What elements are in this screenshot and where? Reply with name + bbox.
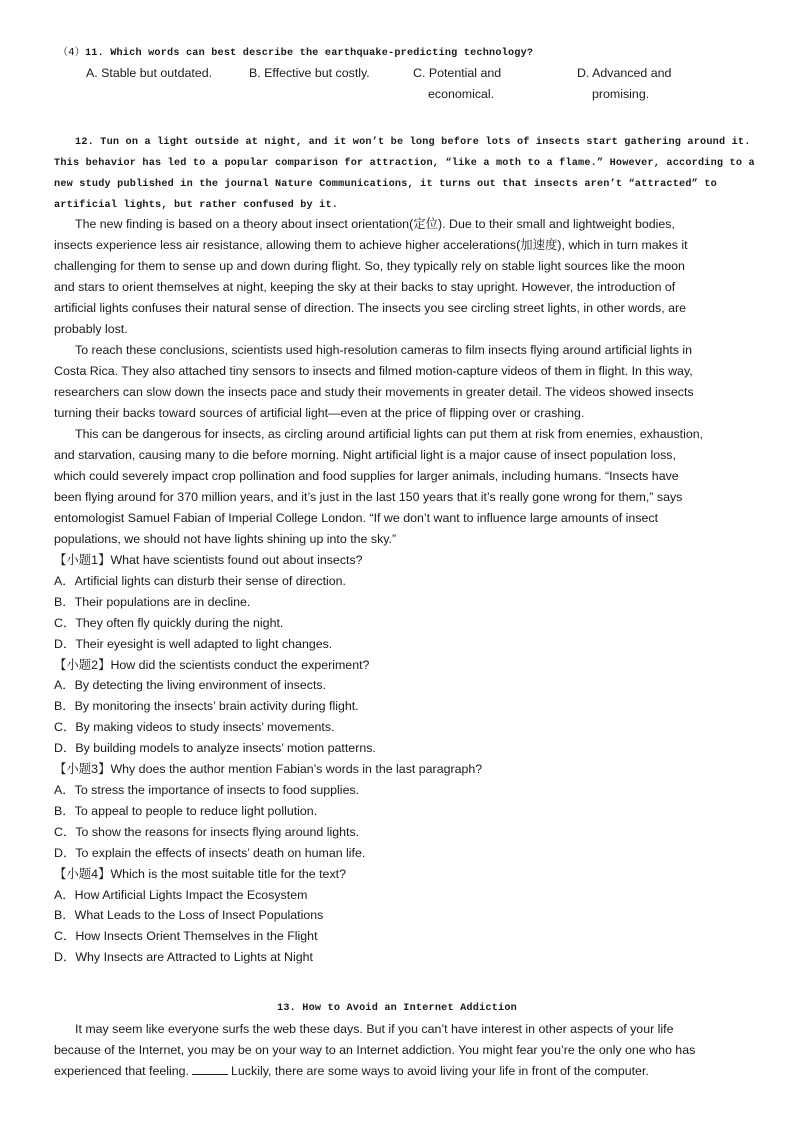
answer-option: D．Why Insects are Attracted to Lights at Night <box>54 950 313 965</box>
paragraph-line: It may seem like everyone surfs the web these days. But if you can’t have interest in other aspects of your life <box>75 1022 674 1036</box>
paragraph-line: To reach these conclusions, scientists used high-resolution cameras to film insects flying around artificial lights in <box>75 343 693 357</box>
answer-option: D．By building models to analyze insects’ motion patterns. <box>54 741 376 756</box>
answer-option: B．By monitoring the insects’ brain activity during flight. <box>54 699 359 714</box>
paragraph-line: challenging for them to sense up and down during flight. So, they typically rely on stable light sources like the moon <box>54 258 685 273</box>
text-before-blank: experienced that feeling. <box>54 1063 190 1078</box>
paragraph-line: probably lost. <box>54 321 128 336</box>
option-text: A. Stable but outdated. <box>86 66 213 80</box>
question-11-option-b <box>249 63 370 84</box>
question-11-option-c <box>413 63 501 105</box>
question-stem: 【小题1】What have scientists found out about insects? <box>54 553 363 567</box>
intro-line: 12. Tun on a light outside at night, and it won’t be long before lots of insects start gathering around it. <box>75 137 751 148</box>
sub-question-3 <box>54 759 740 864</box>
answer-option: C．They often fly quickly during the night. <box>54 615 284 630</box>
paragraph-line: entomologist Samuel Fabian of Imperial College London. “If we don’t want to influence large amounts of insect <box>54 510 659 525</box>
sub-question-1 <box>54 550 740 655</box>
paragraph-line: The new finding is based on a theory about insect orientation(定位). Due to their small and lightweight bodies, <box>75 217 675 231</box>
intro-line: new study published in the journal Nature Communications, it turns out that insects aren’t “attracted” to <box>54 179 717 190</box>
option-text-line1: C. Potential and <box>413 66 502 80</box>
answer-option: B．To appeal to people to reduce light pollution. <box>54 803 318 818</box>
paragraph-line: been flying around for 370 million years, and it’s just in the last 150 years that it’s really gone wrong for them,” says <box>54 489 683 504</box>
paragraph-line: researchers can slow down the insects pace and study their movements in greater detail. The videos showed insects <box>54 384 694 399</box>
question-stem: 【小题3】Why does the author mention Fabian’s words in the last paragraph? <box>54 762 483 777</box>
question-12-intro <box>54 132 755 216</box>
paragraph-line: turning their backs toward sources of artificial light—even at the price of flipping over or crashing. <box>54 405 585 420</box>
question-11-option-d <box>577 63 671 105</box>
question-13-title: 13. How to Avoid an Internet Addiction <box>277 1003 517 1014</box>
option-text-line2: promising. <box>592 87 650 101</box>
question-stem: 【小题4】Which is the most suitable title for the text? <box>54 866 346 881</box>
paragraph-line: artificial lights confuses their natural sense of direction. The insects you see circling street lights, in other words, are <box>54 300 686 315</box>
paragraph-line: populations, we should not have lights shining up into the sky.” <box>54 531 397 546</box>
paragraph-line: Costa Rica. They also attached tiny sensors to insects and filmed motion-capture videos of them in flight. In this way, <box>54 363 693 378</box>
question-11-text: 11. Which words can best describe the earthquake-predicting technology? <box>84 48 534 59</box>
sub-questions <box>54 550 740 968</box>
passage-paragraph-2 <box>54 340 740 424</box>
question-stem: 【小题2】How did the scientists conduct the experiment? <box>54 657 370 672</box>
paragraph-line: This can be dangerous for insects, as circling around artificial lights can put them at risk from enemies, exhaustion, <box>75 427 704 441</box>
option-text: B. Effective but costly. <box>249 66 370 80</box>
paragraph-line: insects experience less air resistance, allowing them to achieve higher accelerations(加速度), which in turn makes it <box>54 237 688 252</box>
passage-paragraph-3 <box>54 424 740 549</box>
question-11-prefix: （4） <box>58 47 85 58</box>
answer-option: C．How Insects Orient Themselves in the Flight <box>54 929 318 944</box>
question-11-stem <box>58 43 533 59</box>
answer-option: A．How Artificial Lights Impact the Ecosystem <box>54 887 308 902</box>
answer-option: C．To show the reasons for insects flying around lights. <box>54 824 360 839</box>
option-text-line2: economical. <box>428 87 495 101</box>
paragraph-line: because of the Internet, you may be on your way to an Internet addiction. You might fear you’re the only one who has <box>54 1042 696 1057</box>
passage-paragraph-1 <box>54 214 740 339</box>
paragraph-line: and starvation, causing many to die before morning. Night artificial light is a major cause of insect population loss, <box>54 447 676 462</box>
answer-option: A．To stress the importance of insects to food supplies. <box>54 782 360 797</box>
question-13-paragraph <box>54 1019 740 1082</box>
answer-option: D．To explain the effects of insects’ death on human life. <box>54 845 366 860</box>
intro-line: This behavior has led to a popular comparison for attraction, “like a moth to a flame.” However, according to a <box>54 158 755 169</box>
answer-option: D．Their eyesight is well adapted to light changes. <box>54 636 333 651</box>
text-after-blank: Luckily, there are some ways to avoid living your life in front of the computer. <box>231 1063 649 1078</box>
paragraph-line: and stars to orient themselves at night, keeping the sky at their backs to stay upright. However, the introduction of <box>54 279 676 294</box>
sub-question-4 <box>54 864 740 969</box>
answer-option: A．By detecting the living environment of insects. <box>54 678 327 693</box>
answer-option: A．Artificial lights can disturb their sense of direction. <box>54 573 346 588</box>
question-11-option-a <box>86 63 212 84</box>
answer-option: B．What Leads to the Loss of Insect Populations <box>54 908 324 923</box>
paragraph-line: which could severely impact crop pollination and food supplies for larger animals, including humans. “Insects have <box>54 468 679 483</box>
answer-option: B．Their populations are in decline. <box>54 594 251 609</box>
intro-line: artificial lights, but rather confused by it. <box>54 200 339 211</box>
sub-question-2 <box>54 655 740 760</box>
option-text-line1: D. Advanced and <box>577 66 672 80</box>
answer-option: C．By making videos to study insects’ movements. <box>54 720 335 735</box>
paragraph-line-with-blank <box>54 1061 740 1082</box>
answer-blank[interactable] <box>192 1064 228 1075</box>
